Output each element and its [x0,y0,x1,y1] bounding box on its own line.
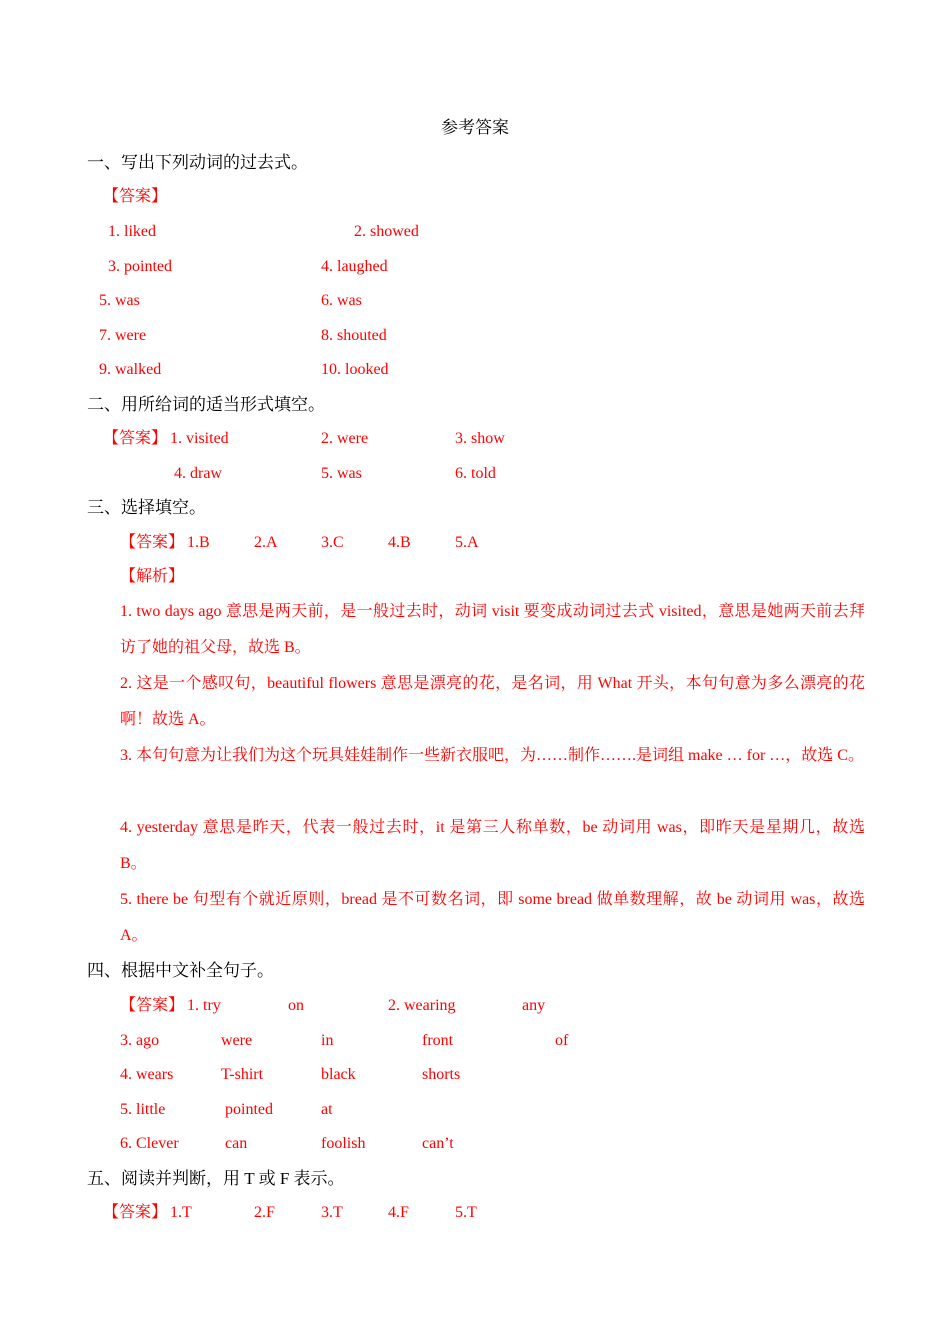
answer-item: 3.T [321,1204,343,1221]
answer-item: 2.F [254,1204,275,1221]
page-title: 参考答案 [441,118,509,137]
section-3-heading: 三、选择填空。 [87,498,206,517]
answer-item: 4. wears [120,1066,174,1083]
answer-item: any [522,997,546,1014]
answer-item: pointed [225,1101,273,1118]
answer-item: 5. was [99,292,140,309]
analysis-paragraph: 2. 这是一个感叹句，beautiful flowers 意思是漂亮的花，是名词，用 What 开头，本句句意为多么漂亮的花啊！故选 A。 [120,675,865,728]
answer-item: can’t [422,1135,454,1152]
answer-item: 1.T [170,1204,192,1221]
answer-item: of [555,1032,569,1049]
answer-item: 5. little [120,1101,166,1118]
answer-item: 5.A [455,534,479,551]
answer-item: 6. Clever [120,1135,179,1152]
analysis-paragraph: 5. there be 句型有个就近原则，bread 是不可数名词，即 some bread 做单数理解，故 be 动词用 was，故选 A。 [120,891,865,944]
answer-item: 6. was [321,292,362,309]
answer-item: T-shirt [221,1066,264,1083]
answer-item: 3. pointed [108,258,172,275]
answer-item: 1. visited [170,430,229,447]
answer-item: 4.B [388,534,411,551]
answer-item: 5. was [321,465,362,482]
answer-item: 5.T [455,1204,477,1221]
answer-item: 2. were [321,430,369,447]
answer-item: 2. wearing [388,997,456,1014]
answer-item: 10. looked [321,361,389,378]
section-5-heading: 五、阅读并判断，用 T 或 F 表示。 [87,1169,345,1188]
answer-item: shorts [422,1066,461,1083]
answer-item: 4. laughed [321,258,388,275]
answer-item: 1. liked [108,223,156,240]
answer-item: can [225,1135,248,1152]
answer-item: 1.B [187,534,210,551]
answer-item: 6. told [455,465,496,482]
answer-item: foolish [321,1135,366,1152]
answer-item: at [321,1101,333,1118]
answer-item: were [221,1032,253,1049]
answer-item: 4.F [388,1204,409,1221]
answer-item: in [321,1032,334,1049]
answer-item: 2.A [254,534,278,551]
answer-label: 【答案】 [120,997,185,1014]
answer-item: 2. showed [354,223,419,240]
answer-item: 3. show [455,430,505,447]
analysis-label: 【解析】 [120,568,185,585]
section-2-heading: 二、用所给词的适当形式填空。 [87,395,325,414]
answer-item: 9. walked [99,361,162,378]
answer-item: 3.C [321,534,344,551]
answer-item: on [288,997,304,1014]
answer-label: 【答案】 [103,188,168,205]
answer-item: 7. were [99,327,147,344]
analysis-paragraph: 4. yesterday 意思是昨天，代表一般过去时，it 是第三人称单数，be 动词用 was，即昨天是星期几，故选 B。 [120,819,865,872]
answer-item: front [422,1032,454,1049]
answer-label: 【答案】 [120,534,185,551]
answer-item: 3. ago [120,1032,160,1049]
section-1-heading: 一、写出下列动词的过去式。 [87,153,308,172]
analysis-paragraph: 3. 本句句意为让我们为这个玩具娃娃制作一些新衣服吧，为……制作…….是词组 make … for …，故选 C。 [120,747,864,764]
answer-item: 8. shouted [321,327,387,344]
answer-label: 【答案】 [103,1204,168,1221]
section-4-heading: 四、根据中文补全句子。 [87,961,274,980]
answer-item: 4. draw [174,465,222,482]
answer-label: 【答案】 [103,430,168,447]
analysis-paragraph: 1. two days ago 意思是两天前，是一般过去时，动词 visit 要变成动词过去式 visited，意思是她两天前去拜访了她的祖父母，故选 B。 [120,603,865,656]
answer-item: black [321,1066,356,1083]
answer-item: 1. try [187,997,221,1014]
